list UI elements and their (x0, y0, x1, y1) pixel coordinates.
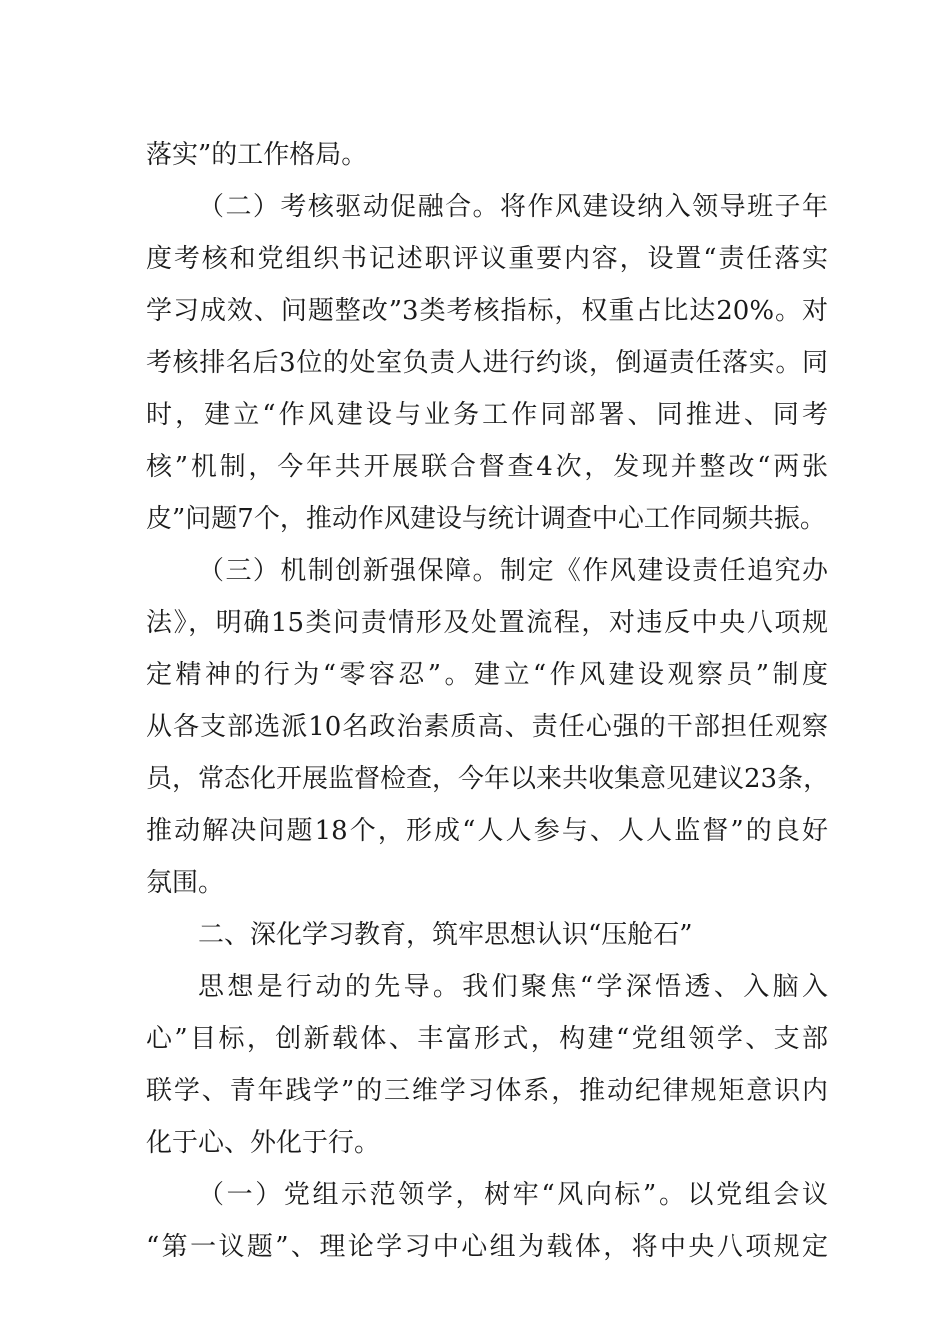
text-line: 氛围。 (146, 868, 225, 898)
text-line: 联学、青年践学”的三维学习体系，推动纪律规矩意识内 (146, 1076, 828, 1106)
text-line: 化于心、外化于行。 (146, 1128, 381, 1158)
text-line: 学习成效、问题整改”3类考核指标，权重占比达20%。对 (146, 296, 828, 326)
text-line: 员，常态化开展监督检查，今年以来共收集意见建议23条， (146, 764, 830, 794)
text-line: 考核排名后3位的处室负责人进行约谈，倒逼责任落实。同 (146, 348, 828, 378)
text-line: （二）考核驱动促融合。将作风建设纳入领导班子年 (198, 192, 828, 222)
text-line: 皮”问题7个，推动作风建设与统计调查中心工作同频共振。 (146, 504, 826, 534)
text-line: 推动解决问题18个，形成“人人参与、人人监督”的良好 (146, 816, 828, 846)
text-line: 思想是行动的先导。我们聚焦“学深悟透、入脑入 (198, 972, 828, 1002)
text-line: 落实”的工作格局。 (146, 140, 368, 170)
text-line: 心”目标，创新载体、丰富形式，构建“党组领学、支部 (146, 1024, 828, 1054)
text-line: 法》，明确15类问责情形及处置流程，对违反中央八项规 (146, 608, 828, 638)
text-line: 从各支部选派10名政治素质高、责任心强的干部担任观察 (146, 712, 828, 742)
text-line: 核”机制，今年共开展联合督查4次，发现并整改“两张 (146, 452, 828, 482)
section-heading: 二、深化学习教育，筑牢思想认识“压舱石” (198, 920, 693, 950)
text-line: 度考核和党组织书记述职评议重要内容，设置“责任落实 (146, 244, 828, 274)
text-line: （一）党组示范领学，树牢“风向标”。以党组会议 (198, 1180, 828, 1210)
document-body (146, 131, 828, 1275)
text-line: “第一议题”、理论学习中心组为载体，将中央八项规定 (146, 1232, 828, 1262)
text-line: 时，建立“作风建设与业务工作同部署、同推进、同考 (146, 400, 828, 430)
text-line: 定精神的行为“零容忍”。建立“作风建设观察员”制度 (146, 660, 828, 690)
text-line: （三）机制创新强保障。制定《作风建设责任追究办 (198, 556, 828, 586)
